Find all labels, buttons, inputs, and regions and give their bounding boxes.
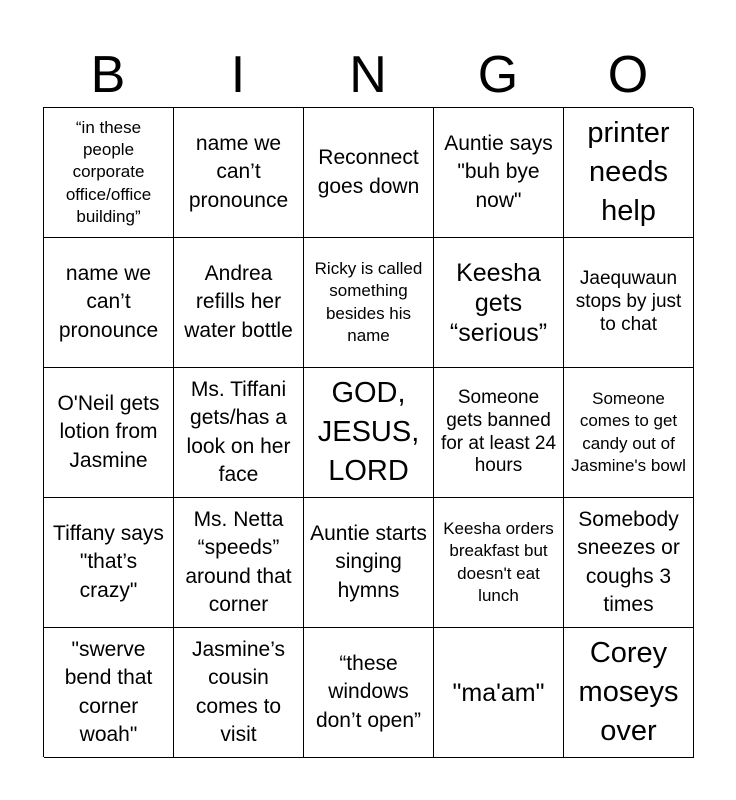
bingo-cell-r3-c2[interactable]: Ms. Tiffani gets/has a look on her face [174, 368, 304, 498]
bingo-cell-r3-c5[interactable]: Someone comes to get candy out of Jasmine's bowl [564, 368, 694, 498]
header-letter-g: G [477, 46, 519, 104]
bingo-cell-r1-c3[interactable]: Reconnect goes down [304, 108, 434, 238]
header-letter-i: I [230, 46, 246, 104]
bingo-cell-r2-c2[interactable]: Andrea refills her water bottle [174, 238, 304, 368]
bingo-cell-r1-c1[interactable]: “in these people corporate office/office building” [44, 108, 174, 238]
bingo-cell-r5-c4[interactable]: "ma'am" [434, 628, 564, 758]
bingo-cell-r3-c3[interactable]: GOD, JESUS, LORD [304, 368, 434, 498]
bingo-cell-r4-c3[interactable]: Auntie starts singing hymns [304, 498, 434, 628]
bingo-cell-r1-c5[interactable]: printer needs help [564, 108, 694, 238]
bingo-header [43, 44, 693, 106]
bingo-cell-r2-c1[interactable]: name we can’t pronounce [44, 238, 174, 368]
bingo-cell-r2-c5[interactable]: Jaequwaun stops by just to chat [564, 238, 694, 368]
bingo-cell-r1-c2[interactable]: name we can’t pronounce [174, 108, 304, 238]
bingo-cell-r4-c5[interactable]: Somebody sneezes or coughs 3 times [564, 498, 694, 628]
bingo-cell-r4-c2[interactable]: Ms. Netta “speeds” around that corner [174, 498, 304, 628]
bingo-cell-r4-c4[interactable]: Keesha orders breakfast but doesn't eat lunch [434, 498, 564, 628]
bingo-cell-r5-c5[interactable]: Corey moseys over [564, 628, 694, 758]
bingo-cell-r1-c4[interactable]: Auntie says "buh bye now" [434, 108, 564, 238]
header-letter-o: O [607, 46, 649, 104]
bingo-cell-r3-c4[interactable]: Someone gets banned for at least 24 hours [434, 368, 564, 498]
bingo-cell-r5-c2[interactable]: Jasmine’s cousin comes to visit [174, 628, 304, 758]
bingo-board [43, 107, 693, 757]
bingo-cell-r5-c3[interactable]: “these windows don’t open” [304, 628, 434, 758]
bingo-cell-r2-c3[interactable]: Ricky is called something besides his name [304, 238, 434, 368]
bingo-cell-r5-c1[interactable]: "swerve bend that corner woah" [44, 628, 174, 758]
bingo-cell-r2-c4[interactable]: Keesha gets “serious” [434, 238, 564, 368]
header-letter-b: B [90, 46, 126, 104]
header-letter-n: N [349, 46, 387, 104]
bingo-cell-r4-c1[interactable]: Tiffany says "that’s crazy" [44, 498, 174, 628]
bingo-cell-r3-c1[interactable]: O'Neil gets lotion from Jasmine [44, 368, 174, 498]
